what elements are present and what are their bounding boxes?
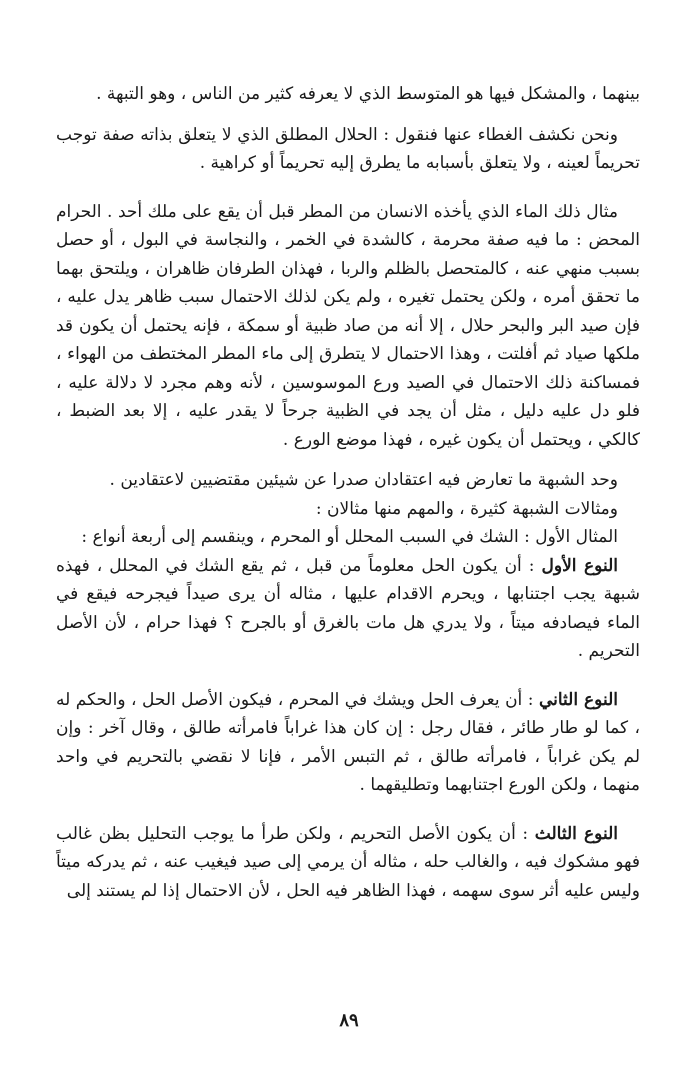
paragraph-8 bbox=[56, 686, 640, 800]
section-heading-type-1: النوع الأول bbox=[541, 555, 618, 576]
paragraph-4: وحد الشبهة ما تعارض فيه اعتقادان صدرا عن شيئين مقتضيين لاعتقادين . bbox=[109, 470, 618, 490]
paragraph-9-text: : أن يكون الأصل التحريم ، ولكن طرأ ما يوجب التحليل بظن غالب فهو مشكوك فيه ، والغالب حله ، مثاله أن يرمي إلى صيد فيغيب عنه ، ثم يدركه ميتاً وليس عليه أثر سوى سهمه ، فهذا الظاهر فيه الحل ، لأن الاحتمال إذا لم يستند إلى bbox=[56, 823, 640, 901]
section-heading-type-2: النوع الثاني bbox=[538, 689, 618, 710]
page-body bbox=[56, 80, 640, 905]
paragraph-7 bbox=[56, 552, 640, 666]
paragraph-9 bbox=[56, 820, 640, 906]
section-heading-type-3: النوع الثالث bbox=[534, 823, 618, 844]
paragraph-3: مثال ذلك الماء الذي يأخذه الانسان من المطر قبل أن يقع على ملك أحد . الحرام المحض : ما فيه صفة محرمة ، كالشدة في الخمر ، والنجاسة في البول ، أو حصل بسبب منهي عنه ، كالمتحصل بالظلم والربا ، فهذان الطرفان ظاهران ، ويلتحق بهما ما تحقق أمره ، ولكن يحتمل تغيره ، ولم يكن لذلك الاحتمال سبب ظاهر يدل عليه ، فإن صيد البر والبحر حلال ، إلا أنه من صاد ظبية أو سمكة ، فإنه يحتمل أن يكون قد ملكها صياد ثم أفلتت ، وهذا الاحتمال لا يتطرق إلى ماء المطر المختطف من الهواء ، فمساكنة ذلك الاحتمال في الصيد ورع الموسوسين ، لأنه وهم مجرد لا دلالة عليه ، فلو دل عليه دليل ، مثل أن يجد في الظبية جرحاً لا يقدر عليه ، إلا بعد الضبط ، كالكي ، ويحتمل أن يكون غيره ، فهذا موضع الورع . bbox=[56, 201, 640, 450]
page-number: ٨٩ bbox=[339, 1010, 359, 1031]
paragraph-5: ومثالات الشبهة كثيرة ، والمهم منها مثالان : bbox=[315, 498, 618, 519]
paragraph-6: المثال الأول : الشك في السبب المحلل أو المحرم ، وينقسم إلى أربعة أنواع : bbox=[81, 527, 618, 547]
paragraph-2: ونحن نكشف الغطاء عنها فنقول : الحلال المطلق الذي لا يتعلق بذاته صفة توجب تحريماً لعينه ، ولا يتعلق بأسبابه ما يطرق إليه تحريماً أو كراهية . bbox=[56, 124, 640, 173]
paragraph-7-text: : أن يكون الحل معلوماً من قبل ، ثم يقع الشك في المحلل ، فهذه شبهة يجب اجتنابها ، ويحرم الاقدام عليها ، مثاله أن يرى صيداً فيجرحه فيقع في الماء فيصادفه ميتاً ، ولا يدري هل مات بالغرق أو بالجرح ؟ فهذا حرام ، لأن الأصل التحريم . bbox=[56, 555, 640, 661]
paragraph-8-text: : أن يعرف الحل ويشك في المحرم ، فيكون الأصل الحل ، والحكم له ، كما لو طار طائر ، فقال رجل : إن كان هذا غراباً فامرأته طالق ، وقال آخر : وإن لم يكن غراباً ، فامرأته طالق ، ثم التبس الأمر ، فإنا لا نقضي بالتحريم في واحد منهما ، ولكن الورع اجتنابهما وتطليقهما . bbox=[56, 689, 640, 795]
paragraph-1: بينهما ، والمشكل فيها هو المتوسط الذي لا يعرفه كثير من الناس ، وهو التبهة . bbox=[96, 84, 640, 104]
